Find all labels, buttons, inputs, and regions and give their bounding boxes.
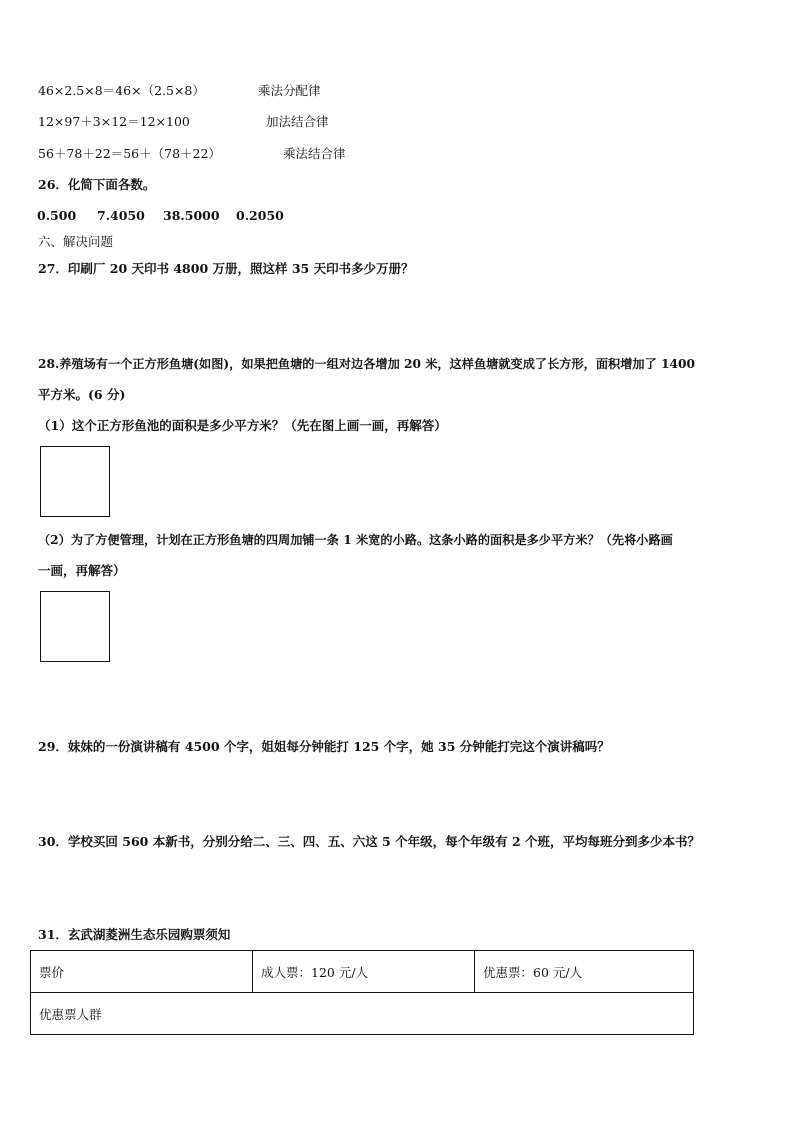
square-pond-figure-2 [40,591,110,662]
question-31: 31．玄武湖菱洲生态乐园购票须知 [38,927,231,942]
law-label-3: 乘法结合律 [283,146,346,161]
number-1: 0.500 [37,208,77,223]
square-pond-figure-1 [40,446,110,517]
question-28-part1: （1）这个正方形鱼池的面积是多少平方米？（先在图上画一画，再解答） [38,418,447,433]
table-row [31,993,694,1035]
question-28-part2-line1: （2）为了方便管理，计划在正方形鱼塘的四周加铺一条 1 米宽的小路。这条小路的面积是多少平方米？（先将小路画 [38,533,673,547]
discount-ticket-cell: 优惠票：60 元/人 [475,951,694,993]
question-28-line2: 平方米。(6 分) [38,387,126,402]
price-label-cell: 票价 [31,951,253,993]
law-label-1: 乘法分配律 [258,83,321,98]
ticket-table [30,950,694,1035]
discount-group-cell: 优惠票人群 [31,993,694,1035]
question-28-part2-line2: 一画，再解答） [38,563,126,578]
number-4: 0.2050 [236,208,284,223]
adult-ticket-cell: 成人票：120 元/人 [253,951,475,993]
law-label-2: 加法结合律 [266,114,329,129]
question-30: 30．学校买回 560 本新书，分别分给二、三、四、五、六这 5 个年级，每个年级有 2 个班，平均每班分到多少本书？ [38,834,700,849]
question-28-line1: 28.养殖场有一个正方形鱼塘(如图)，如果把鱼塘的一组对边各增加 20 米，这样鱼塘就变成了长方形，面积增加了 1400 [38,357,695,371]
expr-line-2: 12×97＋3×12＝12×100 [38,114,190,129]
expr-line-3: 56＋78＋22＝56＋（78＋22） [38,146,221,161]
section-title: 六、解决问题 [38,234,114,249]
question-29: 29．妹妹的一份演讲稿有 4500 个字，姐姐每分钟能打 125 个字，她 35 分钟能打完这个演讲稿吗？ [38,739,610,754]
expr-line-1: 46×2.5×8＝46×（2.5×8） [38,83,205,98]
question-26: 26．化简下面各数。 [38,177,156,192]
table-row [31,951,694,993]
number-2: 7.4050 [97,208,145,223]
question-27: 27．印刷厂 20 天印书 4800 万册，照这样 35 天印书多少万册？ [38,261,414,276]
number-3: 38.5000 [163,208,220,223]
